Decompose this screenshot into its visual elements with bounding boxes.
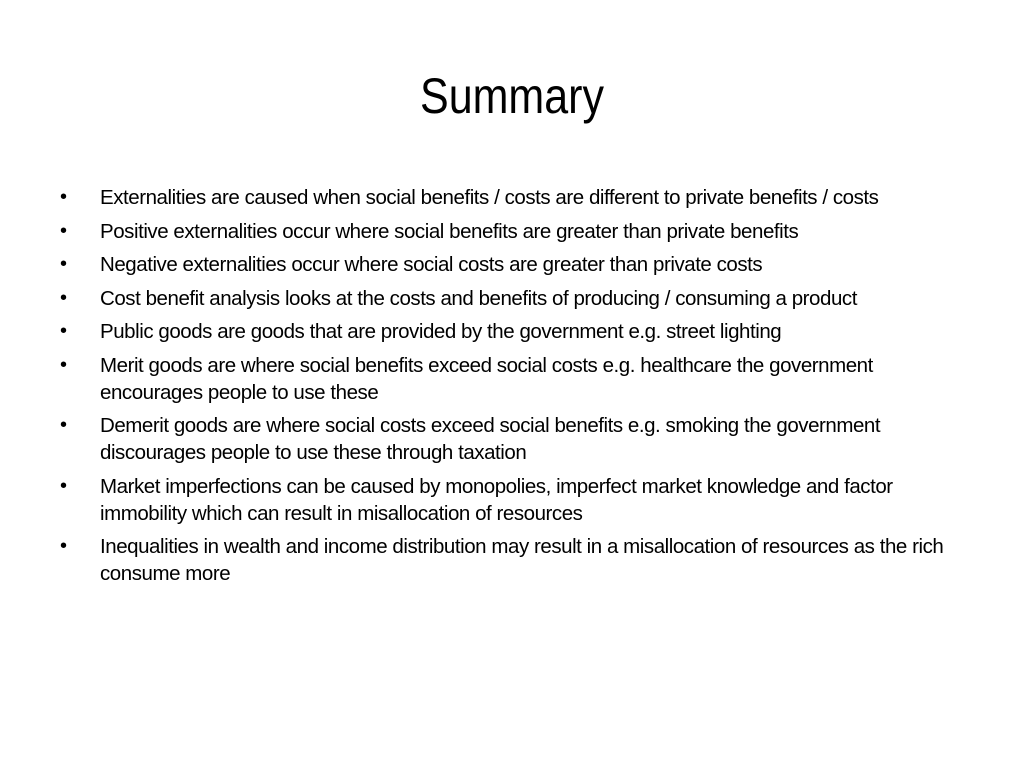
bullet-text: Market imperfections can be caused by monopolies, imperfect market knowledge and factor immobility which can result in misallocation of resources — [100, 474, 893, 525]
bullet-item — [52, 251, 972, 278]
bullet-text: Cost benefit analysis looks at the costs and benefits of producing / consuming a product — [100, 286, 857, 310]
bullet-item — [52, 473, 972, 527]
bullet-text: Public goods are goods that are provided by the government e.g. street lighting — [100, 320, 782, 343]
bullet-item — [52, 184, 972, 211]
bullet-text: Externalities are caused when social benefits / costs are different to private benefits / costs — [100, 186, 879, 209]
slide-title: Summary — [420, 68, 604, 124]
bullet-item — [52, 285, 972, 312]
bullet-mark: • — [60, 286, 67, 309]
bullet-text: Negative externalities occur where social costs are greater than private costs — [100, 253, 763, 276]
bullet-mark: • — [60, 253, 67, 275]
bullet-mark: • — [60, 474, 67, 497]
bullet-text: Inequalities in wealth and income distribution may result in a misallocation of resources as the rich consume more — [100, 535, 944, 585]
bullet-mark: • — [60, 414, 67, 436]
bullet-mark: • — [60, 535, 67, 557]
bullet-mark: • — [60, 320, 67, 342]
bullet-item — [52, 318, 972, 345]
bullet-item — [52, 412, 972, 466]
bullet-text: Merit goods are where social benefits exceed social costs e.g. healthcare the government encourages people to use these — [100, 353, 873, 404]
bullet-item — [52, 218, 972, 245]
bullet-mark: • — [60, 353, 67, 376]
bullet-text: Positive externalities occur where social benefits are greater than private benefits — [100, 219, 799, 243]
bullet-mark: • — [60, 186, 67, 208]
bullet-list — [52, 184, 972, 594]
bullet-item — [52, 533, 972, 587]
bullet-item — [52, 352, 972, 406]
bullet-mark: • — [60, 219, 67, 242]
bullet-text: Demerit goods are where social costs exceed social benefits e.g. smoking the government discourages people to use these through taxation — [100, 414, 881, 464]
